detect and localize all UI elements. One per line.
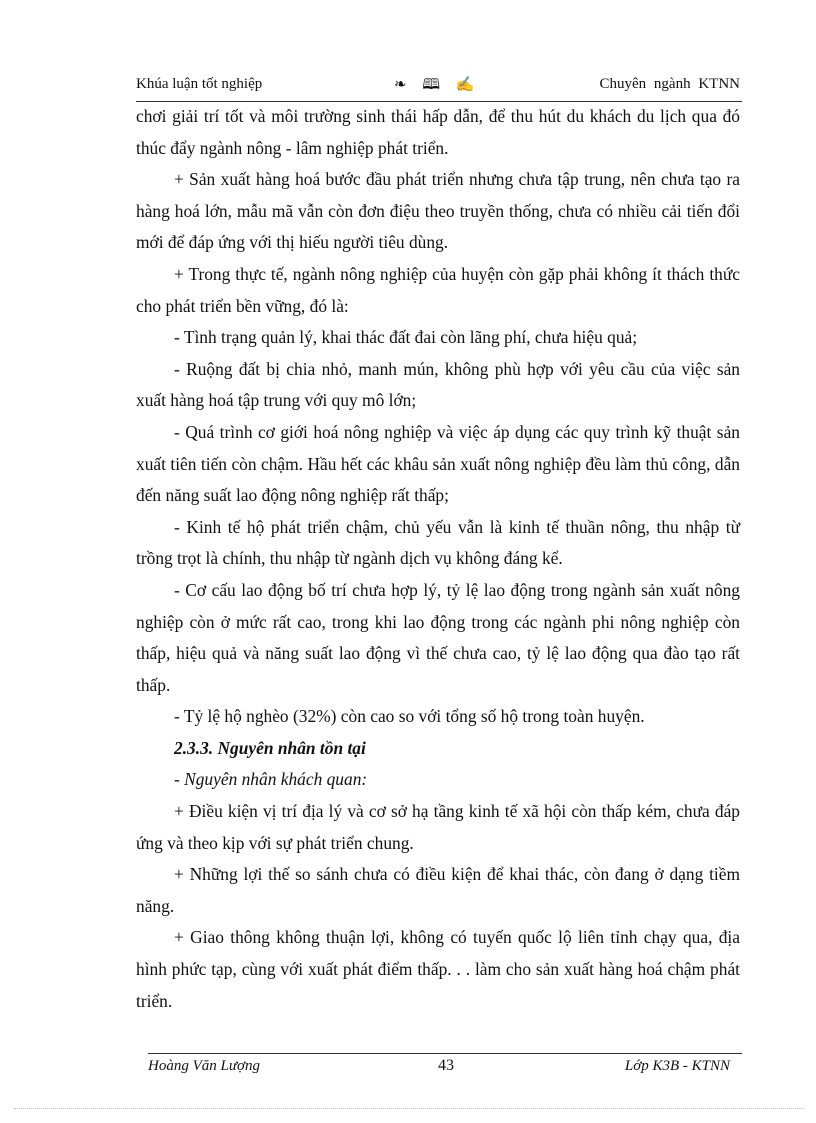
header-thesis-label: Khúa luận tốt nghiệp <box>136 76 263 92</box>
page-header <box>136 74 742 98</box>
header-book-ornament-icon: ❧ 🕮 ✍ <box>394 77 481 93</box>
paragraph: - Cơ cấu lao động bố trí chưa hợp lý, tỷ lệ lao động trong ngành sản xuất nông nghiệp còn ở mức rất cao, trong khi lao động trong các ngành phi nông nghiệp còn thấp, hiệu quả và năng suất lao động vì thế chưa cao, tỷ lệ lao động qua đào tạo rất thấp. <box>136 579 740 695</box>
footer-divider <box>148 1053 742 1054</box>
paragraph: + Trong thực tế, ngành nông nghiệp của huyện còn gặp phải không ít thách thức cho phát triển bền vững, đó là: <box>136 263 740 316</box>
body-text <box>136 101 740 1017</box>
subsection-heading: - Nguyên nhân khách quan: <box>174 769 368 790</box>
header-major-label: Chuyên ngành KTNN <box>599 76 740 92</box>
paragraph-continued: chơi giải trí tốt và môi trường sinh thái hấp dẫn, để thu hút du khách du lịch qua đó thúc đẩy ngành nông - lâm nghiệp phát triển. <box>136 106 740 158</box>
footer-author: Hoàng Văn Lượng <box>148 1058 261 1074</box>
page-number: 43 <box>438 1057 454 1074</box>
paragraph: - Kinh tế hộ phát triển chậm, chủ yếu vẫn là kinh tế thuần nông, thu nhập từ trồng trọt là chính, thu nhập từ ngành dịch vụ không đáng kể. <box>136 516 740 569</box>
paragraph: + Sản xuất hàng hoá bước đầu phát triển nhưng chưa tập trung, nên chưa tạo ra hàng hoá lớn, mẫu mã vẫn còn đơn điệu theo truyền thống, chưa có nhiều cải tiến đổi mới để đáp ứng với thị hiếu người tiêu dùng. <box>136 169 740 253</box>
section-heading: 2.3.3. Nguyên nhân tồn tại <box>174 737 366 758</box>
paragraph: - Quá trình cơ giới hoá nông nghiệp và việc áp dụng các quy trình kỹ thuật sản xuất tiên tiến còn chậm. Hầu hết các khâu sản xuất nông nghiệp đều làm thủ công, dẫn đến năng suất lao động nông nghiệp rất thấp; <box>136 421 740 506</box>
page-footer <box>148 1058 742 1080</box>
paragraph: - Ruộng đất bị chia nhỏ, manh mún, không phù hợp với yêu cầu của việc sản xuất hàng hoá tập trung với quy mô lớn; <box>136 358 740 411</box>
paragraph: - Tỷ lệ hộ nghèo (32%) còn cao so với tổng số hộ trong toàn huyện. <box>174 706 645 727</box>
paragraph: + Giao thông không thuận lợi, không có tuyến quốc lộ liên tỉnh chạy qua, địa hình phức tạp, cùng với xuất phát điểm thấp. . . làm cho sản xuất hàng hoá chậm phát triển. <box>136 927 740 1011</box>
paragraph: + Điều kiện vị trí địa lý và cơ sở hạ tầng kinh tế xã hội còn thấp kém, chưa đáp ứng và theo kịp với sự phát triển chung. <box>136 801 740 853</box>
footer-class: Lớp K3B - KTNN <box>624 1058 730 1074</box>
paragraph: - Tình trạng quản lý, khai thác đất đai còn lãng phí, chưa hiệu quả; <box>174 327 638 348</box>
paragraph: + Những lợi thế so sánh chưa có điều kiện để khai thác, còn đang ở dạng tiềm năng. <box>136 864 740 916</box>
page-bottom-dotted-border <box>14 1108 804 1109</box>
